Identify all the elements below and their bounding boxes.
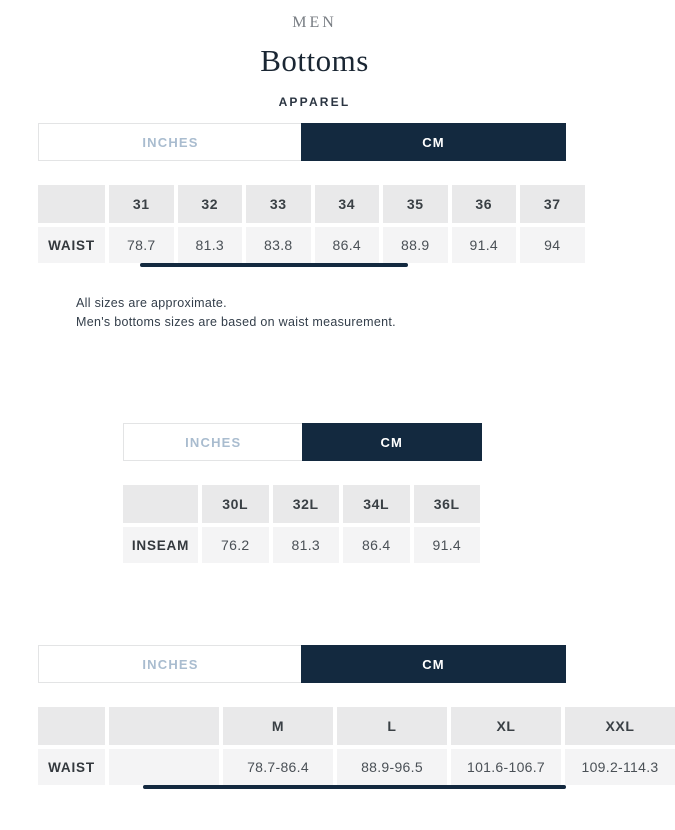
note-line: All sizes are approximate. [76,296,227,310]
inches-tab-1[interactable]: INCHES [39,124,302,160]
size-column-header: XXL [565,707,675,745]
size-column-header: 32L [273,485,340,523]
units-toggle-1 [38,123,566,161]
measurement-cell: 86.4 [343,527,410,563]
measurement-cell: 86.4 [315,227,380,263]
measurement-cell: 88.9-96.5 [337,749,447,785]
size-column-header: 36L [414,485,481,523]
size-column-header: 33 [246,185,311,223]
note-line: Men's bottoms sizes are based on waist measurement. [76,315,396,329]
size-column-header: 34 [315,185,380,223]
waist-letter-section [38,645,659,789]
corner-cell [38,185,105,223]
measurement-cell: 91.4 [452,227,517,263]
corner-cell [123,485,198,523]
measurement-cell: 91.4 [414,527,481,563]
measurement-cell: 81.3 [178,227,243,263]
breadcrumb-department: MEN [292,14,337,31]
partial-column-header [109,707,219,745]
inseam-size-table [123,485,482,563]
measurement-cell: 83.8 [246,227,311,263]
size-column-header: 37 [520,185,585,223]
row-label-waist: WAIST [38,749,105,785]
row-label-inseam: INSEAM [123,527,198,563]
waist-numeric-section [38,123,566,332]
size-guide-header [0,14,629,109]
waist-numeric-size-table [38,185,566,267]
size-column-header: 30L [202,485,269,523]
units-toggle-2 [123,423,482,461]
waist-letter-size-table [38,707,659,789]
table-data-row [38,227,566,263]
partial-column-cell [109,749,219,785]
measurement-cell: 81.3 [273,527,340,563]
size-column-header: XL [451,707,561,745]
cm-tab-1[interactable]: CM [301,123,566,161]
measurement-cell: 94 [520,227,585,263]
cm-tab-3[interactable]: CM [301,645,566,683]
size-column-header: 36 [452,185,517,223]
inseam-section [123,423,482,563]
size-column-header: L [337,707,447,745]
inches-tab-3[interactable]: INCHES [39,646,302,682]
table-header-row [38,707,635,745]
table-data-row [123,527,482,563]
corner-cell [38,707,105,745]
measurement-cell: 88.9 [383,227,448,263]
size-guide-notes [76,294,566,332]
measurement-cell: 101.6-106.7 [451,749,561,785]
table-header-row [38,185,566,223]
measurement-cell: 109.2-114.3 [565,749,675,785]
size-column-header: 31 [109,185,174,223]
page-title: Bottoms [260,43,369,78]
category-label: APPAREL [278,95,351,109]
measurement-cell: 78.7-86.4 [223,749,333,785]
cm-tab-2[interactable]: CM [302,423,483,461]
measurement-cell: 76.2 [202,527,269,563]
inches-tab-2[interactable]: INCHES [124,424,303,460]
table-data-row [38,749,659,785]
size-guide-page [0,14,659,830]
size-column-header: M [223,707,333,745]
row-label-waist: WAIST [38,227,105,263]
horizontal-scrollbar-thumb[interactable] [143,785,566,789]
horizontal-scrollbar-thumb[interactable] [140,263,408,267]
units-toggle-3 [38,645,566,683]
table-header-row [123,485,482,523]
size-column-header: 34L [343,485,410,523]
size-column-header: 32 [178,185,243,223]
size-column-header: 35 [383,185,448,223]
measurement-cell: 78.7 [109,227,174,263]
